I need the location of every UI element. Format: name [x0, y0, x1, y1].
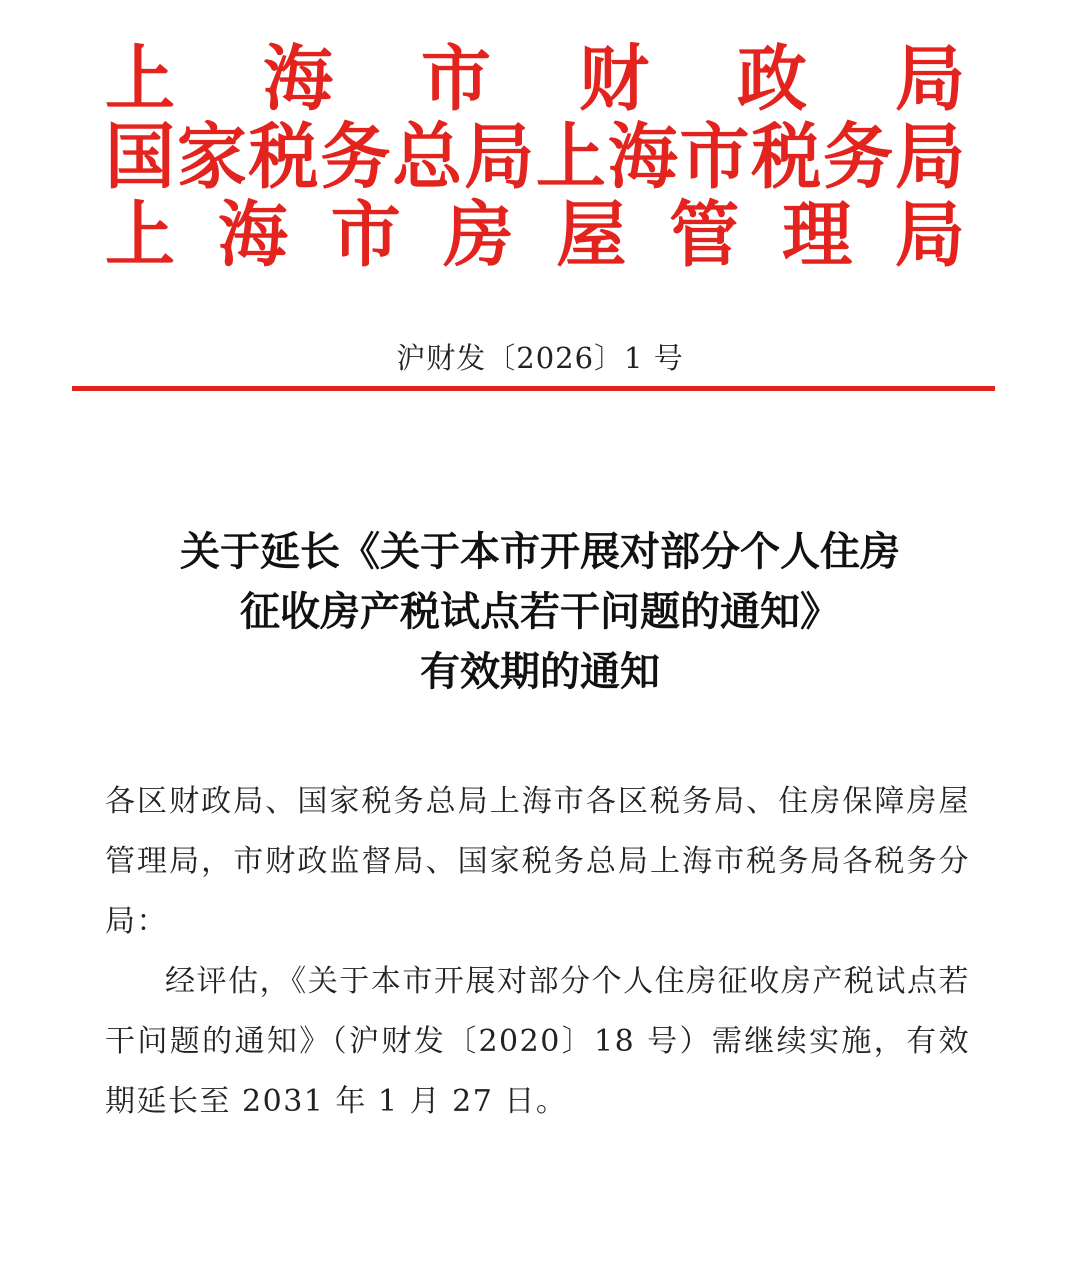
issuer-char: 政	[737, 37, 807, 121]
issuer-char: 局	[894, 193, 965, 277]
issuer-char: 务	[823, 115, 894, 199]
issuer-char: 局	[464, 115, 535, 199]
issuer-char: 国	[105, 115, 175, 199]
issuer-char: 市	[421, 37, 491, 121]
issuer-char: 管	[669, 193, 740, 277]
issuer-char: 市	[679, 115, 750, 199]
issuer-line-tax-bureau	[105, 115, 965, 199]
addressees: 各区财政局、国家税务总局上海市各区税务局、住房保障房屋管理局，市财政监督局、国家税务总局上海市税务局各税务分局：	[105, 784, 970, 939]
issuer-char: 家	[176, 115, 247, 199]
issuer-char: 理	[782, 193, 853, 277]
issuing-authorities	[105, 37, 965, 277]
issuer-char: 海	[263, 37, 333, 121]
red-divider-line	[72, 386, 995, 391]
issuer-char: 财	[579, 37, 649, 121]
issuer-char: 税	[751, 115, 822, 199]
issuer-char: 局	[894, 115, 965, 199]
body-paragraph: 经评估，《关于本市开展对部分个人住房征收房产税试点若干问题的通知》（沪财发〔2020〕18 号）需继续实施，有效期延长至 2031 年 1 月 27 日。	[105, 964, 970, 1119]
issuer-char: 海	[607, 115, 678, 199]
issuer-char: 市	[330, 193, 401, 277]
issuer-char: 海	[217, 193, 288, 277]
document-body	[105, 772, 970, 1132]
issuer-char: 上	[105, 37, 175, 121]
issuer-char: 屋	[556, 193, 627, 277]
issuer-char: 房	[443, 193, 514, 277]
issuer-char: 务	[320, 115, 391, 199]
issuer-char: 税	[248, 115, 319, 199]
issuer-char: 总	[392, 115, 463, 199]
issuer-char: 局	[895, 37, 965, 121]
title-line-2: 征收房产税试点若干问题的通知》	[240, 588, 840, 635]
title-line-1: 关于延长《关于本市开展对部分个人住房	[180, 528, 900, 575]
title-line-3: 有效期的通知	[420, 648, 660, 695]
issuer-line-housing-bureau	[105, 193, 965, 277]
document-number: 沪财发〔2026〕1 号	[396, 341, 684, 375]
issuer-char: 上	[535, 115, 606, 199]
document-title	[60, 522, 1020, 702]
issuer-char: 上	[105, 193, 175, 277]
issuer-line-finance-bureau	[105, 37, 965, 121]
